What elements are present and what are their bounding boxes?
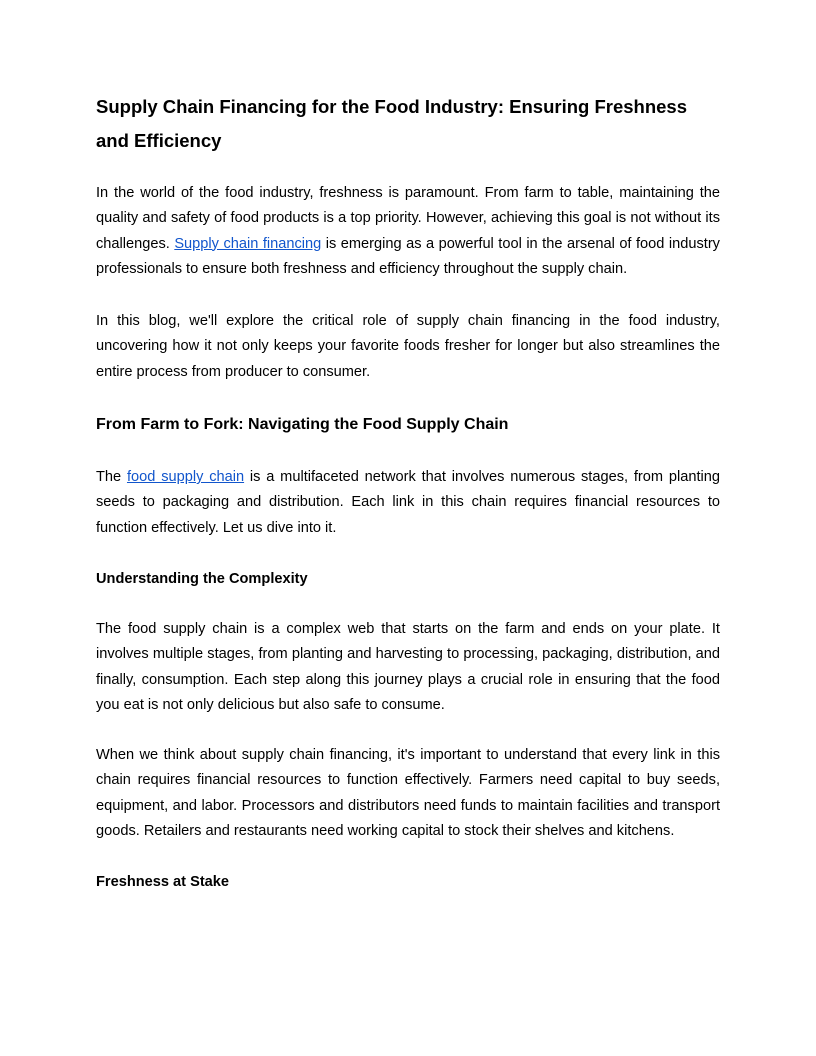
document-title: Supply Chain Financing for the Food Industry: Ensuring Freshness and Efficiency [96,96,688,151]
section-text-before-link: The [96,469,127,485]
supply-chain-financing-link[interactable]: Supply chain financing [174,235,322,252]
section-heading-farm-to-fork: From Farm to Fork: Navigating the Food Supply Chain [96,416,509,433]
intro-paragraph-1 [96,181,720,282]
complexity-paragraph-2: When we think about supply chain financing, it's important to understand that every link in this chain requires financial resources to function effectively. Farmers need capital to buy seeds, equipment, and labor. Processors and distributors need funds to maintain facilities and transport goods. Retailers and restaurants need working capital to stock their shelves and kitchens. [96,747,720,839]
section-text-after-link: is a multifaceted network that involves numerous stages, from planting seeds to packaging and distribution. Each link in this chain requires financial resources to function effectively. Let us dive into it. [96,469,720,536]
subsection-heading-freshness: Freshness at Stake [96,874,230,890]
intro-text-after-link: is emerging as a powerful tool in the arsenal of food industry professionals to ensure both freshness and efficiency throughout the supply chain. [96,235,720,277]
subsection-heading-complexity: Understanding the Complexity [96,571,308,587]
food-supply-chain-link[interactable]: food supply chain [126,469,245,485]
intro-paragraph-2: In this blog, we'll explore the critical role of supply chain financing in the food industry, uncovering how it not only keeps your favorite foods fresher for longer but also streamlines the entire process from producer to consumer. [96,313,720,380]
section-paragraph-supply-chain [96,465,720,541]
intro-text-before-link: In the world of the food industry, freshness is paramount. From farm to table, maintaining the quality and safety of food products is a top priority. However, achieving this goal is not without its challenges. [96,185,720,252]
complexity-paragraph-1: The food supply chain is a complex web that starts on the farm and ends on your plate. It involves multiple stages, from planting and harvesting to processing, packaging, distribution, and finally, consumption. Each step along this journey plays a crucial role in ensuring that the food you eat is not only delicious but also safe to consume. [96,621,720,713]
